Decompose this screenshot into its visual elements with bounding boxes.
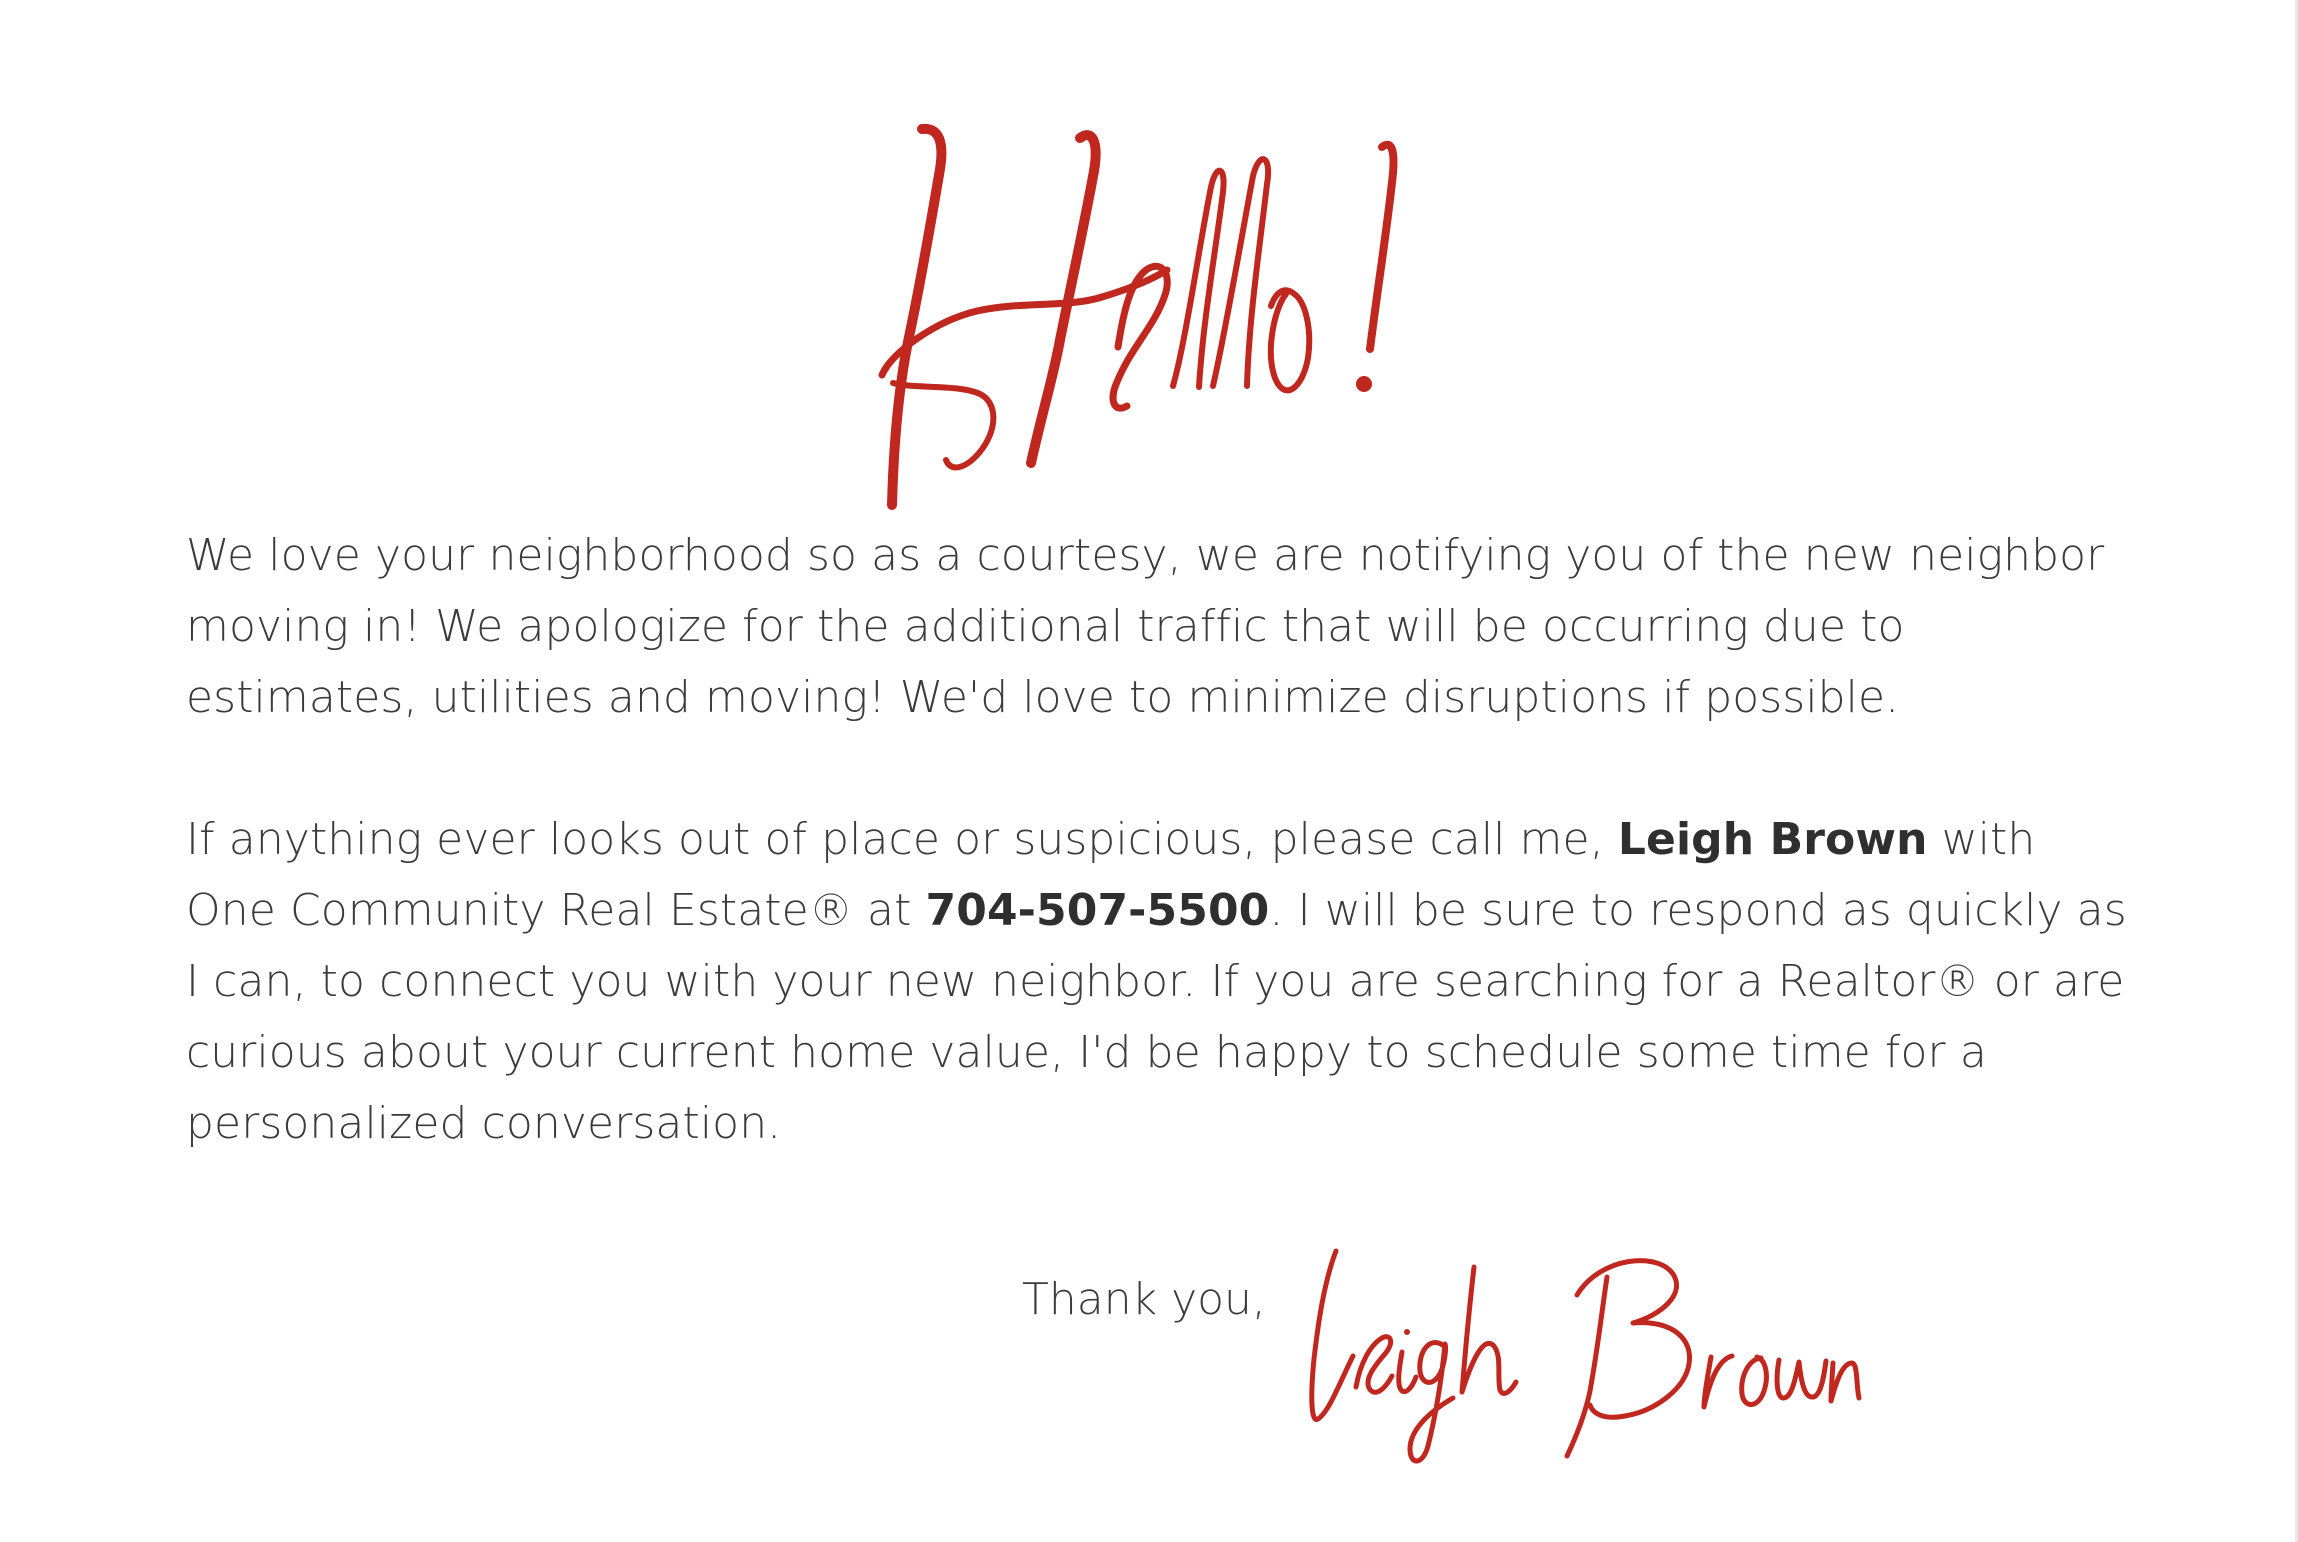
body-paragraph-1: We love your neighborhood so as a courtesy, we are notifying you of the new neighbor moving in! We apologize for the additional traffic that will be occurring due to estimates, utilities and moving! We'd love to minimize disruptions if possible. <box>186 530 2105 723</box>
paragraph-2-rest: . I will be sure to respond as quickly as I can, to connect you with your new neighbor. If you are searching for a Realtor® or are curious about your current home value, I'd be happy to schedule some time for a personalized conversation. <box>186 885 2127 1149</box>
phone-number: 704-507-5500 <box>925 885 1270 936</box>
paragraph-2-with: with One Community Real Estate® at <box>186 814 2036 936</box>
body-paragraph-2 <box>186 804 2136 1159</box>
agent-name: Leigh Brown <box>1617 814 1928 865</box>
thank-you-line: Thank you, <box>1022 1274 1266 1325</box>
handwritten-signature <box>1300 1240 1860 1470</box>
hello-script-art <box>870 120 1430 520</box>
letter-body <box>186 520 2136 1159</box>
paragraph-2-intro: If anything ever looks out of place or suspicious, please call me, <box>186 814 1604 865</box>
hello-heading <box>870 120 1430 520</box>
signature-script-art <box>1300 1240 1860 1470</box>
